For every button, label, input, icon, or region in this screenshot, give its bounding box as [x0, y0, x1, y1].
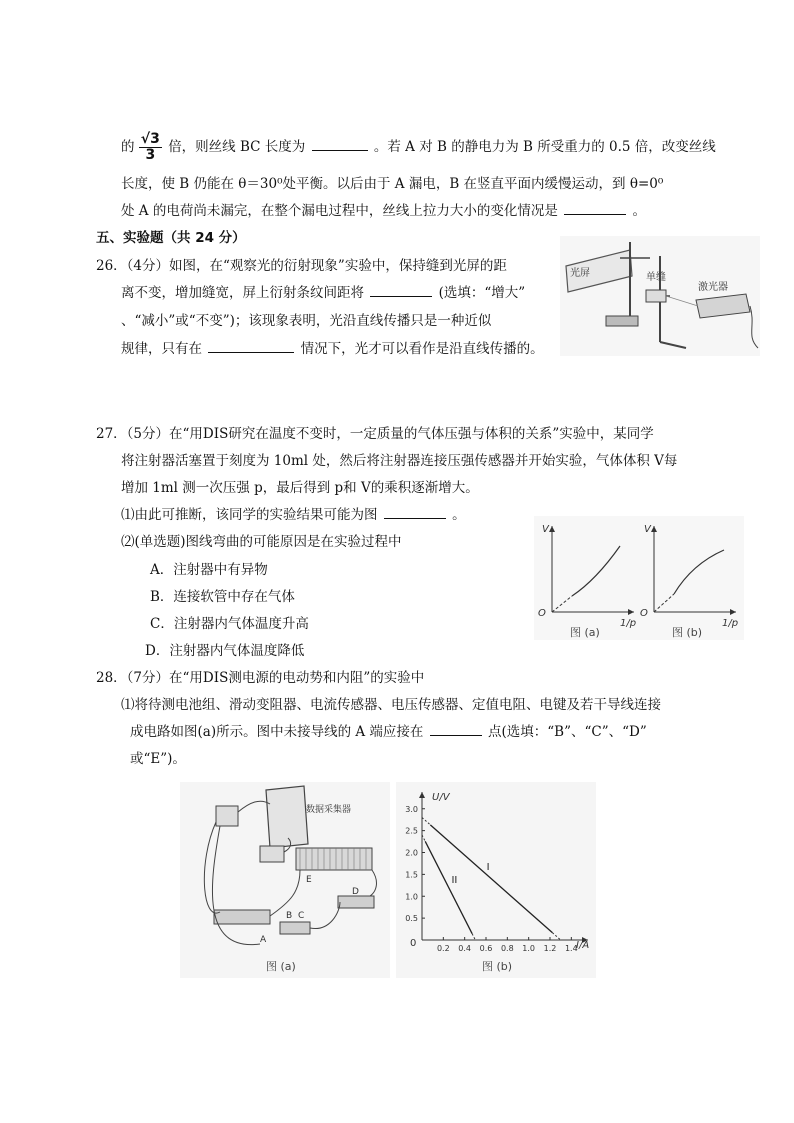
- q28-line-2: ⑴将待测电池组、滑动变阻器、电流传感器、电压传感器、定值电阻、电键及若干导线连接: [121, 697, 661, 713]
- terminal-e: E: [306, 875, 312, 885]
- prev-line-3: [121, 201, 646, 221]
- x-tick-label: 1.0: [522, 944, 536, 953]
- text: 倍，则丝线 BC 长度为: [168, 139, 306, 155]
- answer-blank[interactable]: [312, 137, 368, 151]
- y-tick-label: 0.5: [405, 914, 418, 924]
- q27-line-3: 增加 1ml 测一次压强 p，最后得到 p和 V的乘积逐渐增大。: [121, 480, 479, 496]
- text: 。: [452, 507, 466, 523]
- answer-blank[interactable]: [208, 339, 294, 353]
- v-vs-1-over-p-figures: [534, 516, 744, 640]
- x-tick-label: 0.4: [458, 944, 472, 953]
- caption-fig-b: 图 (b): [482, 960, 513, 973]
- q27-option-a[interactable]: A．注射器中有异物: [150, 562, 268, 578]
- y-tick-label: 3.0: [405, 804, 418, 814]
- q28-line-3: [130, 722, 647, 742]
- text: 规律，只有在: [121, 341, 202, 357]
- collector-label: 数据采集器: [306, 805, 352, 815]
- answer-blank[interactable]: [564, 201, 626, 215]
- y-tick-label: 1.5: [405, 870, 418, 880]
- y-tick-label: 2.0: [405, 848, 418, 858]
- y-axis-label: U/V: [432, 792, 450, 803]
- series-label: II: [451, 875, 458, 887]
- caption-fig-a: 图 (a): [266, 960, 296, 973]
- text: 情况下，光才可以看作是沿直线传播的。: [300, 341, 544, 357]
- caption-a: 图 (a): [570, 626, 600, 639]
- axis-v-b: V: [644, 524, 651, 535]
- answer-blank[interactable]: [370, 283, 432, 297]
- axis-x-a: 1/p: [620, 618, 637, 629]
- q27-sub-1: [121, 505, 466, 525]
- prev-line-1: [121, 132, 716, 163]
- q27-option-b[interactable]: B．连接软管中存在气体: [150, 589, 295, 605]
- y-tick-label: 1.0: [405, 892, 418, 902]
- laser-label: 激光器: [698, 282, 728, 293]
- caption-b: 图 (b): [672, 626, 703, 639]
- terminal-c: C: [298, 911, 305, 921]
- text: 。若 A 对 B 的静电力为 B 所受重力的 0.5 倍，改变丝线: [373, 139, 716, 155]
- slit-label: 单缝: [646, 272, 666, 283]
- screen-label: 光屏: [570, 268, 590, 279]
- diffraction-setup-figure: [560, 236, 760, 356]
- text: 处 A 的电荷尚未漏完，在整个漏电过程中，丝线上拉力大小的变化情况是: [121, 203, 558, 219]
- answer-blank[interactable]: [384, 505, 446, 519]
- q27-option-c[interactable]: C．注射器内气体温度升高: [150, 616, 309, 632]
- axis-x-b: 1/p: [722, 618, 739, 629]
- answer-blank[interactable]: [430, 722, 482, 736]
- q27-line-2: 将注射器活塞置于刻度为 10ml 处，然后将注射器连接压强传感器并开始实验，气体体积 V每: [121, 453, 678, 469]
- text: (选填：“增大”: [438, 285, 526, 301]
- axis-v-a: V: [542, 524, 549, 535]
- prev-line-2: [121, 174, 663, 194]
- terminal-b: B: [286, 911, 293, 921]
- text: 点(选填：“B”、“C”、“D”: [488, 724, 647, 740]
- terminal-a: A: [260, 935, 267, 945]
- text: 的: [121, 139, 135, 155]
- circuit-figure-a: [180, 782, 390, 978]
- q27-sub-2: ⑵(单选题)图线弯曲的可能原因是在实验过程中: [121, 534, 402, 550]
- x-tick-label: 0.2: [436, 944, 450, 953]
- terminal-d: D: [352, 887, 359, 897]
- text: 长度，使 B 仍能在 θ＝30⁰处平衡。以后由于 A 漏电，B 在竖直平面内缓慢运动，到 θ=0⁰: [121, 176, 664, 192]
- q27-option-d[interactable]: D．注射器内气体温度降低: [145, 643, 305, 659]
- q26-line-4: [121, 339, 544, 359]
- series-label: I: [486, 862, 490, 873]
- text: 离不变，增加缝宽，屏上衍射条纹间距将: [121, 285, 364, 301]
- x-tick-label: 1.4: [564, 944, 578, 953]
- q26-line-2: [121, 283, 525, 303]
- x-tick-label: 1.2: [543, 944, 557, 953]
- text: 。: [632, 203, 646, 219]
- section-title: 五、实验题（共 24 分）: [96, 230, 246, 246]
- text: 成电路如图(a)所示。图中未接导线的 A 端应接在: [130, 724, 424, 740]
- u-i-chart: [396, 782, 596, 978]
- q27-line-1: 27．（5分）在“用DIS研究在温度不变时，一定质量的气体压强与体积的关系”实验中，某同学: [96, 426, 654, 442]
- fraction-denominator: 3: [145, 147, 156, 163]
- sqrt3-over-3-fraction: [139, 132, 162, 163]
- x-tick-label: 0.6: [479, 944, 493, 953]
- fraction-numerator: √3: [140, 131, 160, 147]
- q28-line-4: 或“E”)。: [130, 751, 186, 767]
- origin-a: O: [538, 608, 546, 619]
- y-tick-label: 2.5: [405, 826, 418, 836]
- origin-label: 0: [410, 938, 417, 949]
- origin-b: O: [640, 608, 648, 619]
- text: ⑴由此可推断，该同学的实验结果可能为图: [121, 507, 378, 523]
- q26-line-3: 、“减小”或“不变”)；该现象表明，光沿直线传播只是一种近似: [121, 313, 492, 329]
- q28-line-1: 28．（7分）在“用DIS测电源的电动势和内阻”的实验中: [96, 670, 425, 686]
- x-axis-label: I/A: [576, 940, 590, 951]
- q26-line-1: 26．（4分）如图，在“观察光的衍射现象”实验中，保持缝到光屏的距: [96, 258, 507, 274]
- x-tick-label: 0.8: [500, 944, 514, 953]
